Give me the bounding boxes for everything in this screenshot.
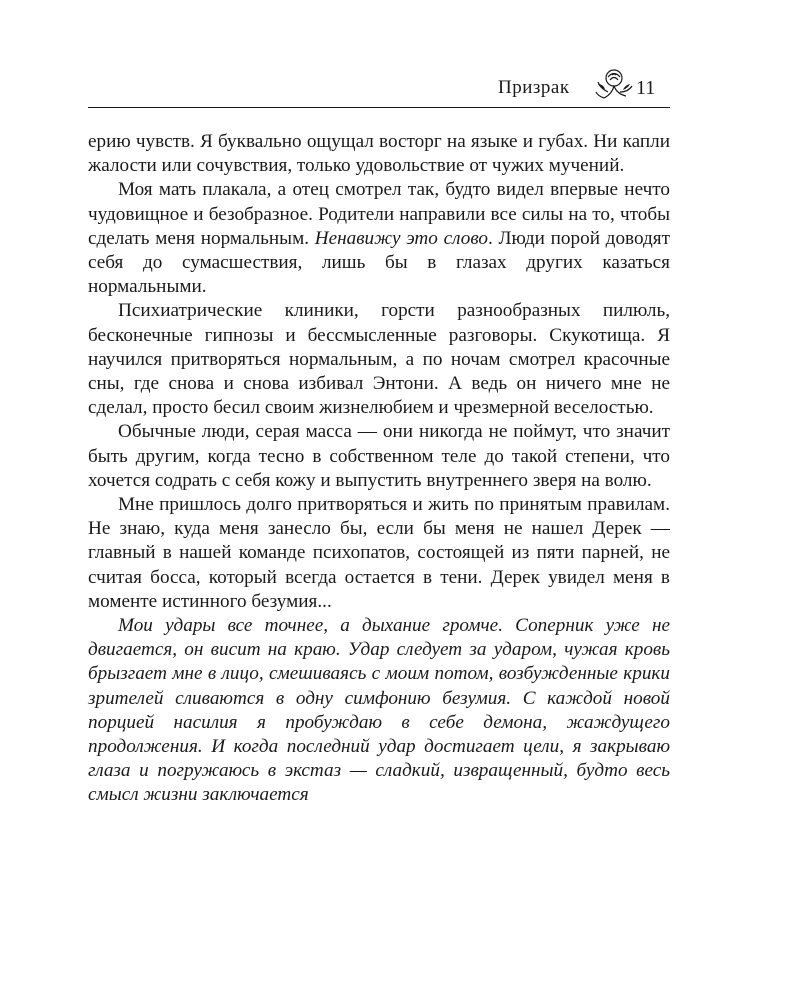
body-text <box>88 130 670 808</box>
paragraph-6-italic: Мои удары все точнее, а дыхание громче. Соперник уже не двигается, он висит на краю. Удар следует за ударом, чужая кровь брызгает мне в лицо, смешиваясь с моим потом, возбужденные крики зрителей сливаются в одну симфонию безумия. С каждой новой порцией насилия я пробуждаю в себе демона, жаждущего продолжения. И когда последний удар достигает цели, я закрываю глаза и погружаюсь в экстаз — сладкий, извращенный, будто весь смысл жизни заключается <box>88 615 670 806</box>
paragraph-4: Обычные люди, серая масса — они никогда не поймут, что значит быть другим, когда тесно в собственном теле до такой степени, что хочется содрать с себя кожу и выпустить внутреннего зверя на волю. <box>88 421 670 491</box>
rose-icon <box>594 64 634 104</box>
paragraph-2-end: . Люди порой доводят себя до сумасшествия, лишь бы в глазах других казаться нормальными. <box>88 227 670 298</box>
paragraph-2-start: Моя мать плакала, а отец смотрел так, будто видел впервые нечто чудовищное и безобразное. Родители направили все силы на то, чтобы сделать меня нормальным. <box>88 179 670 249</box>
header-rule <box>88 107 670 108</box>
paragraph-2 <box>88 178 670 299</box>
paragraph-5: Мне пришлось долго притворяться и жить по принятым правилам. Не знаю, куда меня занесло бы, если бы меня не нашел Дерек — главный в нашей команде психопатов, состоящей из пяти парней, не считая босса, который всегда остается в тени. Дерек увидел меня в моменте истинного безумия... <box>88 494 670 612</box>
paragraph-3: Психиатрические клиники, горсти разнообразных пилюль, бесконечные гипнозы и бессмысленные разговоры. Скукотища. Я научился притворяться нормальным, а по ночам смотрел красочные сны, где снова и снова избивал Энтони. А ведь он ничего мне не сделал, просто бесил своим жизнелюбием и чрезмерной веселостью. <box>88 300 670 419</box>
running-title: Призрак <box>498 77 570 98</box>
paragraph-2-emphasis: Ненавижу это слово <box>314 227 488 249</box>
page-number: 11 <box>636 77 656 99</box>
paragraph-1: ерию чувств. Я буквально ощущал восторг на языке и губах. Ни капли жалости или сочувствия, только удовольствие от чужих мучений. <box>88 131 670 177</box>
running-header <box>88 64 670 108</box>
